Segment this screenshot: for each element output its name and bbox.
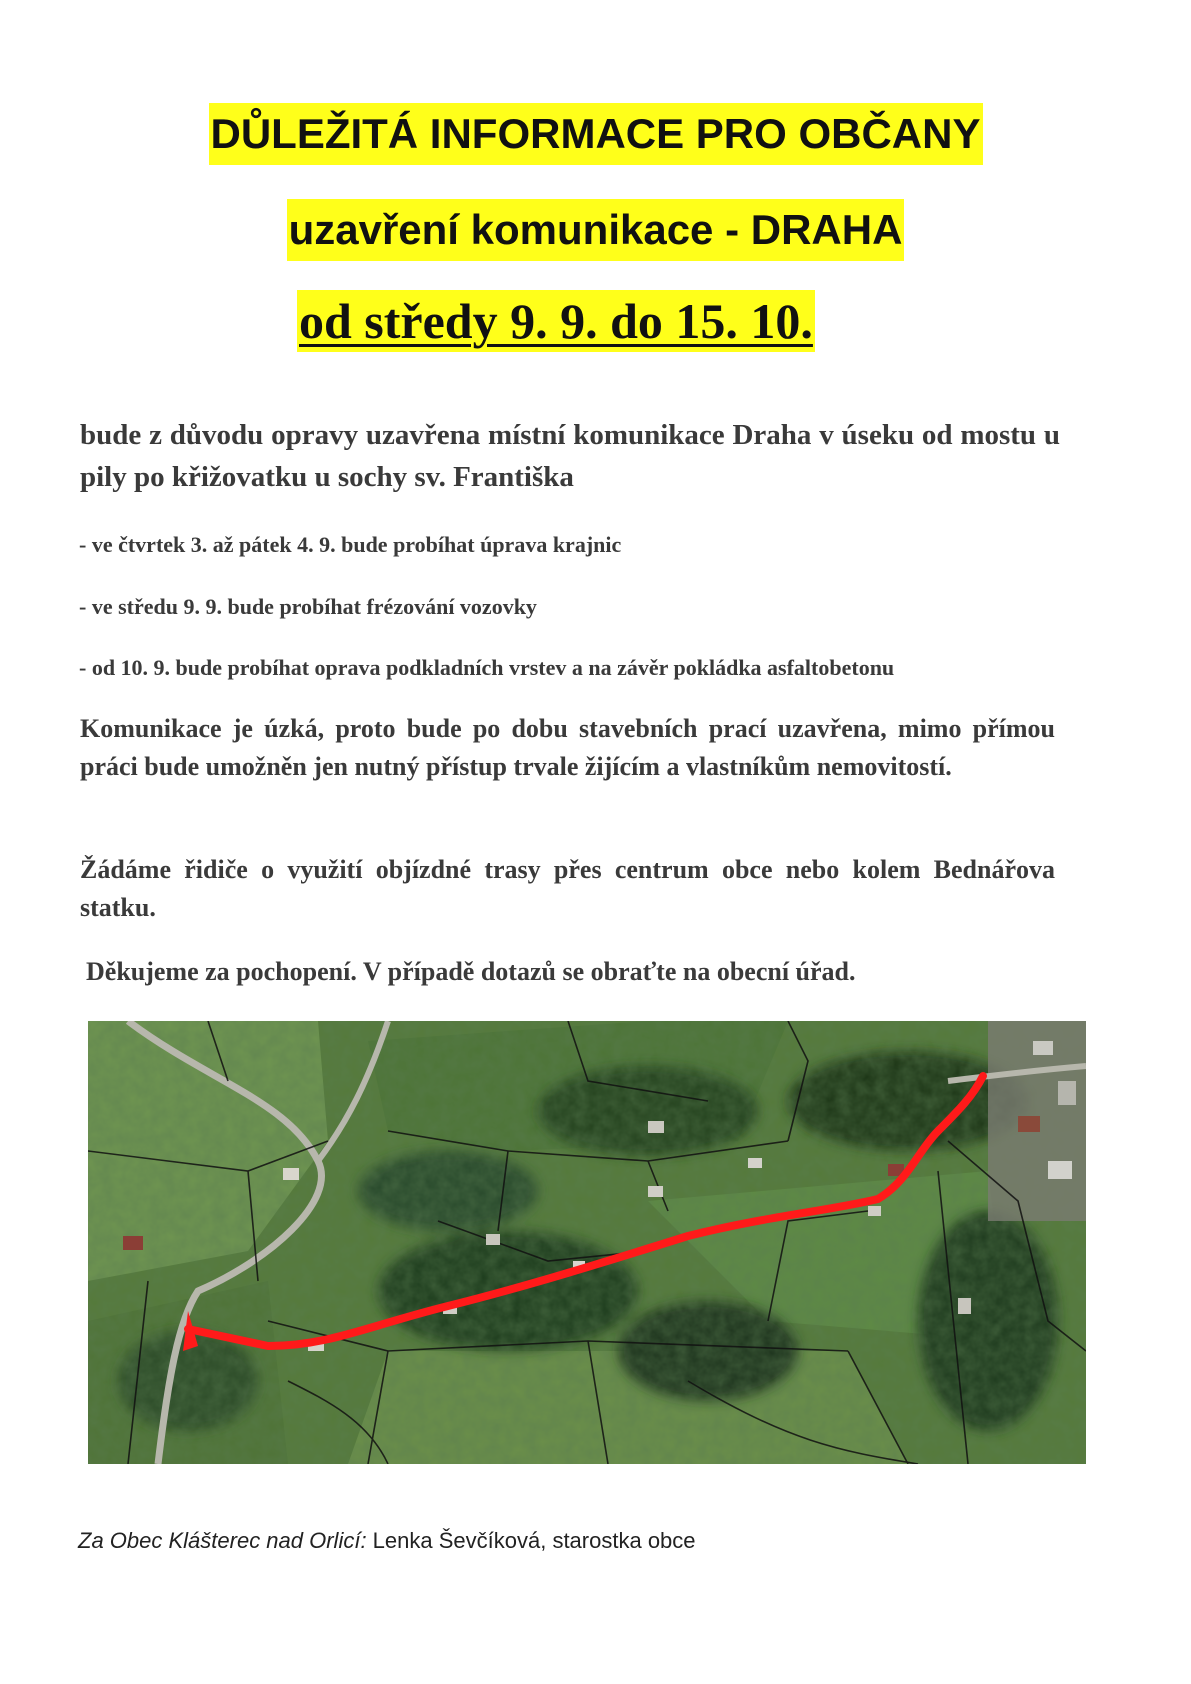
title-line-1-text: DŮLEŽITÁ INFORMACE PRO OBČANY [209,103,983,165]
building [1018,1116,1040,1132]
signature-name: Lenka Ševčíková, starostka obce [366,1528,696,1553]
bullet-item: - ve středu 9. 9. bude probíhat frézování vozovky [79,594,537,619]
building [1048,1161,1072,1179]
closure-paragraph: Komunikace je úzká, proto bude po dobu stavebních prací uzavřena, mimo přímou práci bude umožněn jen nutný přístup trvale žijícím a vlastníkům nemovitostí. [80,714,1055,781]
bullet-item: - od 10. 9. bude probíhat oprava podkladních vrstev a na závěr pokládka asfaltobetonu [79,655,895,680]
intro-paragraph: bude z důvodu opravy uzavřena místní komunikace Draha v úseku od mostu u pily po křižovatku u sochy sv. Františka [80,419,1060,493]
title-line-2 [0,199,1191,261]
bullet-item: - ve čtvrtek 3. až pátek 4. 9. bude probíhat úprava krajnic [79,532,622,557]
title-line-2-text: uzavření komunikace - DRAHA [287,199,905,261]
building [1033,1041,1053,1055]
detour-paragraph: Žádáme řidiče o využití objízdné trasy přes centrum obce nebo kolem Bednářova statku. [80,855,1055,922]
title-line-1 [0,103,1191,165]
signature [78,1528,696,1554]
signature-prefix: Za Obec Klášterec nad Orlicí: [78,1528,367,1553]
thanks-paragraph: Děkujeme za pochopení. V případě dotazů se obraťte na obecní úřad. [86,957,856,986]
date-range: od středy 9. 9. do 15. 10. [297,290,815,352]
building [1058,1081,1076,1105]
aerial-map [88,1021,1086,1464]
